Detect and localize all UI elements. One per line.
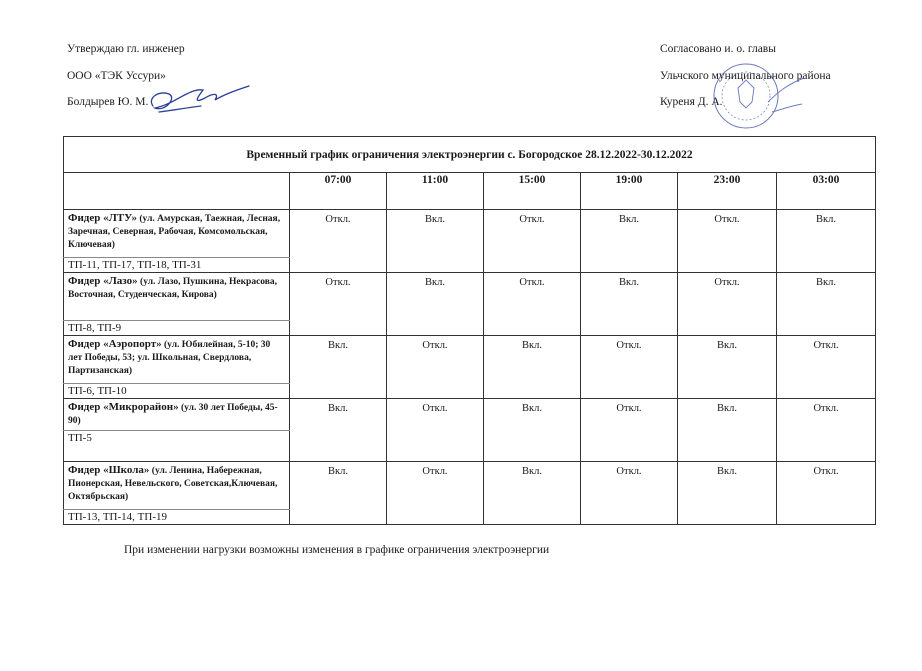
state-cell: Откл. xyxy=(581,462,678,525)
table-title: Временный график ограничения электроэнергии с. Богородское 28.12.2022-30.12.2022 xyxy=(64,137,876,173)
state-cell: Вкл. xyxy=(290,336,387,399)
state-cell: Вкл. xyxy=(678,336,777,399)
time-header: 23:00 xyxy=(678,173,777,210)
table-row xyxy=(64,273,876,321)
state-cell: Вкл. xyxy=(387,273,484,336)
state-cell: Вкл. xyxy=(678,399,777,462)
time-header: 11:00 xyxy=(387,173,484,210)
feeder-name: Фидер «Аэропорт» xyxy=(68,338,162,350)
feeder-name: Фидер «Лазо» xyxy=(68,275,138,287)
feeder-name-cell xyxy=(64,273,290,321)
state-cell: Откл. xyxy=(777,336,876,399)
approval-line-2: ООО «ТЭК Уссури» xyxy=(67,69,166,82)
state-cell: Вкл. xyxy=(387,210,484,273)
state-cell: Вкл. xyxy=(484,462,581,525)
substations-cell: ТП-6, ТП-10 xyxy=(64,384,290,399)
state-cell: Откл. xyxy=(777,462,876,525)
feeder-name-cell xyxy=(64,210,290,258)
state-cell: Вкл. xyxy=(484,336,581,399)
feeder-streets: (ул. Юбилейная, 5-10; 30 лет Победы, 53; ул. Школьная, Свердлова, Партизанская) xyxy=(68,340,271,376)
time-header: 15:00 xyxy=(484,173,581,210)
time-header-row xyxy=(64,173,876,210)
time-header: 07:00 xyxy=(290,173,387,210)
state-cell: Откл. xyxy=(387,399,484,462)
substations-cell: ТП-8, ТП-9 xyxy=(64,321,290,336)
state-cell: Вкл. xyxy=(777,273,876,336)
agreement-line-1: Согласовано и. о. главы xyxy=(660,43,776,55)
substations-cell: ТП-11, ТП-17, ТП-18, ТП-31 xyxy=(64,258,290,273)
feeder-name-cell xyxy=(64,336,290,384)
table-row xyxy=(64,336,876,384)
state-cell: Откл. xyxy=(777,399,876,462)
corner-cell xyxy=(64,173,290,210)
state-cell: Откл. xyxy=(678,273,777,336)
state-cell: Вкл. xyxy=(581,210,678,273)
feeder-name: Фидер «Школа» xyxy=(68,464,150,476)
state-cell: Вкл. xyxy=(484,399,581,462)
substations-cell: ТП-13, ТП-14, ТП-19 xyxy=(64,510,290,525)
state-cell: Вкл. xyxy=(581,273,678,336)
agreement-line-3: Куреня Д. А. xyxy=(660,96,723,108)
state-cell: Вкл. xyxy=(290,399,387,462)
schedule-table xyxy=(63,136,876,525)
state-cell: Откл. xyxy=(387,336,484,399)
state-cell: Откл. xyxy=(678,210,777,273)
agreement-line-2: Ульчского муниципального района xyxy=(660,69,831,82)
substations-cell: ТП-5 xyxy=(64,431,290,462)
feeder-streets: (ул. Амурская, Таежная, Лесная, Заречная, Северная, Рабочая, Комсомольская, Ключевая) xyxy=(68,214,281,250)
state-cell: Откл. xyxy=(484,210,581,273)
feeder-name-cell xyxy=(64,462,290,510)
signature-icon xyxy=(145,78,255,118)
state-cell: Вкл. xyxy=(777,210,876,273)
table-row xyxy=(64,399,876,431)
state-cell: Вкл. xyxy=(290,462,387,525)
state-cell: Откл. xyxy=(581,399,678,462)
feeder-name: Фидер «Микрорайон» xyxy=(68,401,179,413)
state-cell: Откл. xyxy=(581,336,678,399)
state-cell: Откл. xyxy=(290,210,387,273)
feeder-name-cell xyxy=(64,399,290,431)
approval-line-1: Утверждаю гл. инженер xyxy=(67,43,185,55)
state-cell: Вкл. xyxy=(678,462,777,525)
approval-line-3: Болдырев Ю. М. xyxy=(67,96,149,108)
state-cell: Откл. xyxy=(387,462,484,525)
feeder-streets: (ул. 30 лет Победы, 45-90) xyxy=(68,403,278,426)
feeder-name: Фидер «ЛТУ» xyxy=(68,212,138,224)
seal-icon xyxy=(708,62,808,132)
table-row xyxy=(64,210,876,258)
time-header: 19:00 xyxy=(581,173,678,210)
feeder-streets: (ул. Лазо, Пушкина, Некрасова, Восточная, Студенческая, Кирова) xyxy=(68,277,278,300)
feeder-streets: (ул. Ленина, Набережная, Пионерская, Невельского, Советская,Ключевая, Октябрьская) xyxy=(68,466,278,502)
time-header: 03:00 xyxy=(777,173,876,210)
table-row xyxy=(64,462,876,510)
footnote: При изменении нагрузки возможны изменения в графике ограничения электроэнергии xyxy=(124,544,550,556)
state-cell: Откл. xyxy=(290,273,387,336)
state-cell: Откл. xyxy=(484,273,581,336)
